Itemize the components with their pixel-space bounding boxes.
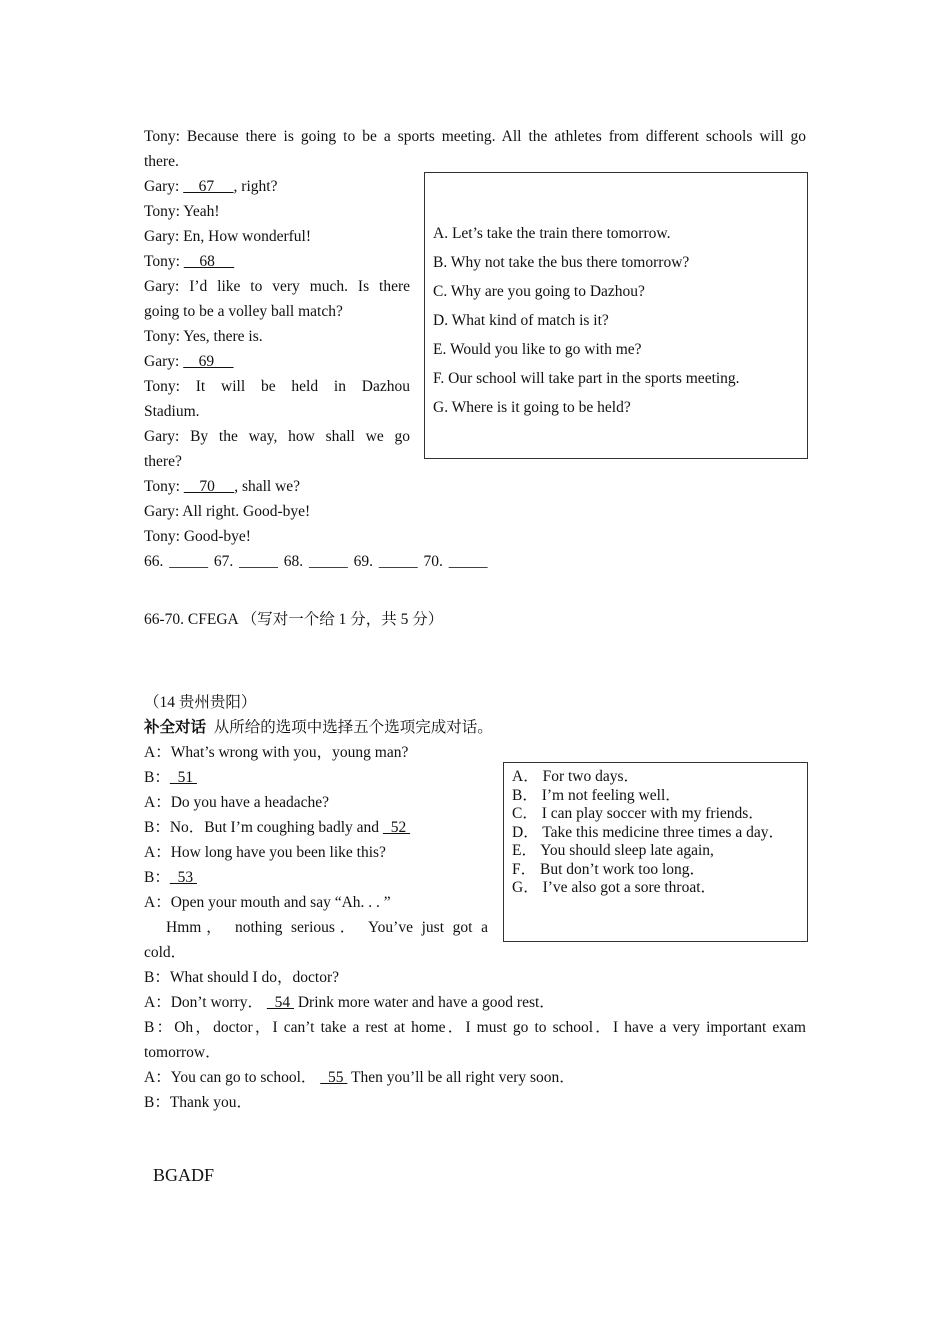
blank-55: 55 bbox=[320, 1069, 348, 1086]
option-g: G． I’ve also got a sore throat． bbox=[512, 879, 717, 896]
dialogue-line: Gary: 67 , right? bbox=[144, 178, 278, 195]
dialogue-line: Tony: Yes, there is. bbox=[144, 328, 263, 345]
option-f: F. Our school will take part in the sports meeting. bbox=[433, 370, 740, 387]
options-box bbox=[424, 172, 808, 459]
answer-key: 66-70. CFEGA （写对一个给 1 分，共 5 分） bbox=[144, 611, 444, 628]
option-c: C. Why are you going to Dazhou? bbox=[433, 283, 645, 300]
answer-slots: 66. _____ 67. _____ 68. _____ 69. _____ 70. _____ bbox=[144, 553, 488, 570]
dialogue-line: Gary: 69 bbox=[144, 353, 234, 370]
dialogue-line: Gary: I’d like to very much. Is there bbox=[144, 278, 410, 295]
dialogue-line: B：No．But I’m coughing badly and 52 bbox=[144, 819, 411, 836]
option-b: B． I’m not feeling well． bbox=[512, 786, 681, 804]
options-box bbox=[503, 762, 808, 942]
dialogue-line: A：Don’t worry． 54 Drink more water and have a good rest． bbox=[144, 994, 555, 1011]
blank-54: 54 bbox=[266, 994, 294, 1011]
dialogue-line: tomorrow． bbox=[144, 1044, 221, 1061]
option-d: D. What kind of match is it? bbox=[433, 312, 609, 329]
dialogue-line: A：Open your mouth and say “Ah. . . ” bbox=[144, 894, 391, 911]
dialogue-line: Tony: Yeah! bbox=[144, 203, 220, 220]
option-e: E. Would you like to go with me? bbox=[433, 341, 642, 358]
dialogue-line: there? bbox=[144, 453, 182, 470]
dialogue-line: A：How long have you been like this? bbox=[144, 844, 386, 861]
blank-67: 67 bbox=[183, 178, 234, 195]
source-label: （14 贵州贵阳） bbox=[144, 694, 257, 711]
dialogue-line: going to be a volley ball match? bbox=[144, 303, 343, 320]
blank-52: 52 bbox=[382, 819, 411, 836]
dialogue-line: B： 51 bbox=[144, 769, 197, 786]
dialogue-line: Gary: By the way, how shall we go bbox=[144, 428, 410, 445]
option-c: C． I can play soccer with my friends． bbox=[512, 805, 764, 822]
dialogue-line: B：What should I do，doctor? bbox=[144, 969, 340, 986]
option-d: D． Take this medicine three times a day． bbox=[512, 823, 784, 841]
dialogue-intro-cont: there. bbox=[144, 153, 179, 170]
dialogue-line: A：You can go to school． 55 Then you’ll be all right very soon． bbox=[144, 1069, 575, 1086]
option-a: A． For two days． bbox=[512, 768, 640, 785]
dialogue-line: Hmm， nothing serious． You’ve just got a bbox=[166, 919, 488, 936]
blank-70: 70 bbox=[183, 478, 235, 495]
dialogue-line: Tony: 68 bbox=[144, 253, 235, 270]
option-e: E． You should sleep late again, bbox=[512, 842, 714, 859]
dialogue-line: Gary: All right. Good-bye! bbox=[144, 503, 311, 520]
dialogue-line: A：What’s wrong with you，young man? bbox=[144, 744, 409, 761]
option-b: B. Why not take the bus there tomorrow? bbox=[433, 254, 690, 271]
dialogue-line: Tony: Good-bye! bbox=[144, 528, 251, 545]
blank-68: 68 bbox=[183, 253, 235, 270]
dialogue-line: Stadium. bbox=[144, 403, 200, 420]
dialogue-line: Tony: It will be held in Dazhou bbox=[144, 378, 410, 395]
option-f: F． But don’t work too long． bbox=[512, 860, 706, 878]
section-heading: 补全对话 从所给的选项中选择五个选项完成对话。 bbox=[144, 719, 493, 736]
blank-69: 69 bbox=[183, 353, 234, 370]
dialogue-intro: Tony: Because there is going to be a sports meeting. All the athletes from different schools will go bbox=[144, 128, 806, 145]
dialogue-line: B： 53 bbox=[144, 869, 197, 886]
dialogue-line: B：Oh，doctor，I can’t take a rest at home．I must go to school．I have a very important exam bbox=[144, 1019, 806, 1036]
option-a: A. Let’s take the train there tomorrow. bbox=[433, 225, 671, 242]
option-g: G. Where is it going to be held? bbox=[433, 399, 631, 416]
dialogue-line: Gary: En, How wonderful! bbox=[144, 228, 312, 245]
blank-53: 53 bbox=[169, 869, 197, 886]
blank-51: 51 bbox=[169, 769, 197, 786]
answer-key: BGADF bbox=[153, 1165, 215, 1185]
dialogue-line: Tony: 70 , shall we? bbox=[144, 478, 301, 495]
dialogue-line: A：Do you have a headache? bbox=[144, 794, 330, 811]
dialogue-line: B：Thank you． bbox=[144, 1094, 253, 1111]
dialogue-line: cold． bbox=[144, 944, 187, 961]
